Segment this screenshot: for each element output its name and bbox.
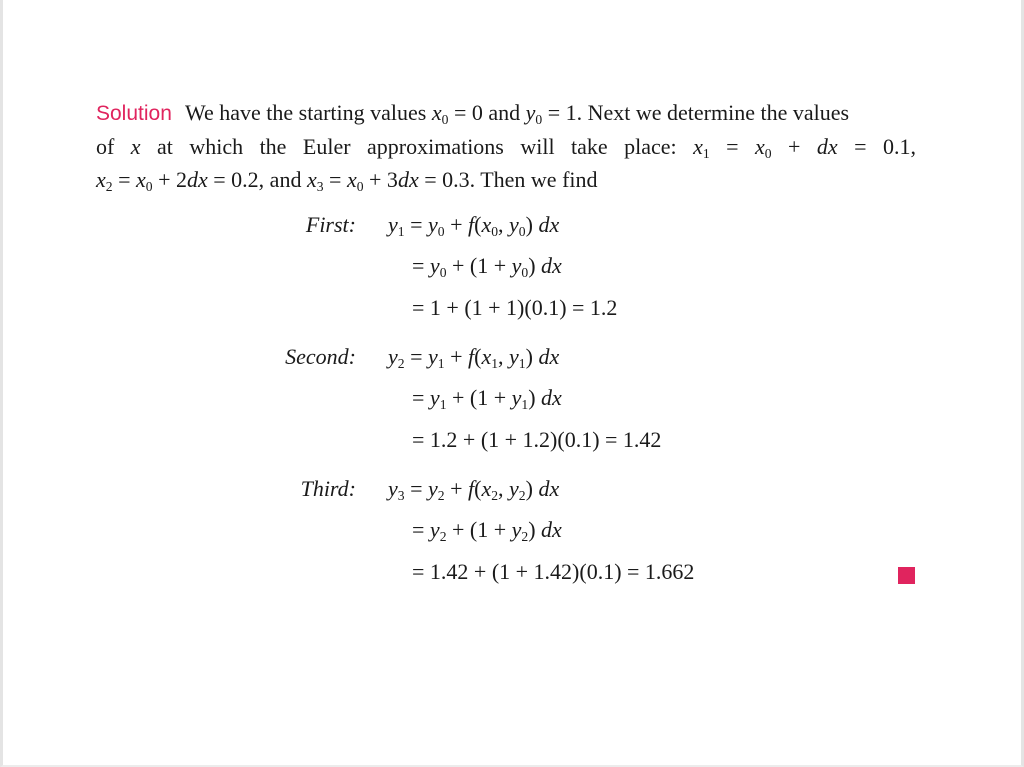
var: x	[306, 167, 317, 192]
sub: 2	[437, 487, 445, 503]
sub: 0	[356, 178, 364, 194]
sub: 2	[397, 355, 405, 371]
var: x	[481, 476, 492, 501]
text: =	[404, 344, 428, 369]
var: y	[509, 212, 519, 237]
var: f	[468, 476, 475, 501]
var: y	[429, 385, 440, 410]
var: dx	[541, 385, 562, 410]
var: dx	[541, 517, 562, 542]
step-label-first: First:	[305, 212, 356, 237]
sub: 0	[518, 223, 526, 239]
equation-line	[388, 344, 559, 370]
var: f	[468, 212, 475, 237]
sub: 0	[764, 145, 772, 161]
text: = 1. Next we determine the values	[542, 100, 850, 125]
text: (	[474, 344, 482, 369]
var: x	[136, 167, 146, 192]
text: = 0.1,	[837, 134, 916, 159]
sub: 2	[521, 528, 529, 544]
solution-line-3	[96, 163, 916, 196]
sub: 0	[441, 111, 449, 127]
text: =	[412, 517, 430, 542]
var: x	[346, 167, 357, 192]
sub: 0	[521, 264, 529, 280]
text: )	[525, 212, 539, 237]
sub: 2	[491, 487, 499, 503]
text: +	[771, 134, 817, 159]
var: x	[481, 212, 492, 237]
var: x	[130, 134, 141, 159]
var: dx	[538, 476, 560, 501]
text: of	[96, 134, 131, 159]
text: at which the Euler approximations will take place:	[140, 134, 694, 159]
sub: 2	[105, 178, 113, 194]
var: y	[388, 344, 398, 369]
var: y	[511, 385, 522, 410]
equation-line	[388, 476, 559, 502]
step-third	[96, 476, 916, 608]
var: y	[388, 476, 398, 501]
var: y	[509, 476, 519, 501]
equation-line	[412, 385, 562, 411]
text: =	[112, 167, 136, 192]
text: +	[444, 344, 468, 369]
var: y	[429, 253, 440, 278]
sub: 1	[491, 355, 499, 371]
text: +	[444, 476, 468, 501]
text: + (1 +	[446, 517, 512, 542]
text: =	[412, 385, 430, 410]
equation-line: = 1 + (1 + 1)(0.1) = 1.2	[412, 295, 618, 320]
sub: 0	[437, 223, 445, 239]
end-of-proof-square-icon	[898, 567, 915, 584]
text: ,	[498, 344, 510, 369]
var: dx	[187, 167, 208, 192]
var: y	[428, 476, 438, 501]
sub: 3	[397, 487, 405, 503]
text: = 0.3. Then we find	[418, 167, 598, 192]
text: + 2	[152, 167, 187, 192]
sub: 2	[439, 528, 447, 544]
var: f	[468, 344, 475, 369]
sub: 0	[535, 111, 543, 127]
solution-label: Solution	[96, 102, 172, 125]
sub: 2	[518, 487, 526, 503]
equation-line: = 1.42 + (1 + 1.42)(0.1) = 1.662	[412, 559, 695, 584]
text: =	[709, 134, 755, 159]
var: dx	[538, 212, 560, 237]
var: dx	[816, 134, 838, 159]
var: dx	[397, 167, 419, 192]
var: y	[511, 253, 522, 278]
step-first	[96, 212, 916, 344]
var: x	[96, 167, 106, 192]
equation-line	[388, 212, 559, 238]
equation-line	[412, 517, 562, 543]
var: x	[481, 344, 492, 369]
sub: 1	[518, 355, 526, 371]
sub: 0	[439, 264, 447, 280]
text: = 0 and	[448, 100, 526, 125]
solution-line-2	[96, 130, 916, 163]
var: dx	[541, 253, 562, 278]
text: )	[525, 344, 539, 369]
sub: 0	[491, 223, 499, 239]
sub: 3	[316, 178, 324, 194]
euler-steps	[96, 212, 916, 608]
var: x	[754, 134, 765, 159]
var: y	[388, 212, 398, 237]
text: +	[444, 212, 468, 237]
sub: 1	[521, 396, 529, 412]
text: =	[404, 476, 428, 501]
text: =	[412, 253, 430, 278]
step-second	[96, 344, 916, 476]
var: y	[509, 344, 519, 369]
var: y	[511, 517, 522, 542]
text: (	[474, 212, 482, 237]
text: ,	[498, 476, 510, 501]
sub: 1	[439, 396, 447, 412]
text: )	[528, 517, 542, 542]
text: + (1 +	[446, 253, 512, 278]
text: (	[474, 476, 482, 501]
solution-paragraph	[96, 96, 916, 196]
text: =	[323, 167, 347, 192]
sub: 1	[397, 223, 405, 239]
var: dx	[538, 344, 560, 369]
var: y	[428, 212, 438, 237]
var: y	[525, 100, 536, 125]
step-label-second: Second:	[285, 344, 356, 369]
sub: 1	[437, 355, 445, 371]
text: =	[404, 212, 428, 237]
var: y	[428, 344, 438, 369]
text: )	[528, 385, 542, 410]
text: + 3	[363, 167, 398, 192]
equation-line: = 1.2 + (1 + 1.2)(0.1) = 1.42	[412, 427, 662, 452]
step-label-third: Third:	[300, 476, 356, 501]
text: )	[525, 476, 539, 501]
text: )	[528, 253, 542, 278]
solution-line-1	[96, 96, 916, 130]
var: x	[693, 134, 703, 159]
text: = 0.2, and	[207, 167, 307, 192]
equation-line	[412, 253, 562, 279]
var: y	[429, 517, 440, 542]
var: x	[431, 100, 442, 125]
text: + (1 +	[446, 385, 512, 410]
sub: 0	[145, 178, 153, 194]
text: ,	[498, 212, 510, 237]
text: We have the starting values	[179, 100, 432, 125]
sub: 1	[702, 145, 710, 161]
